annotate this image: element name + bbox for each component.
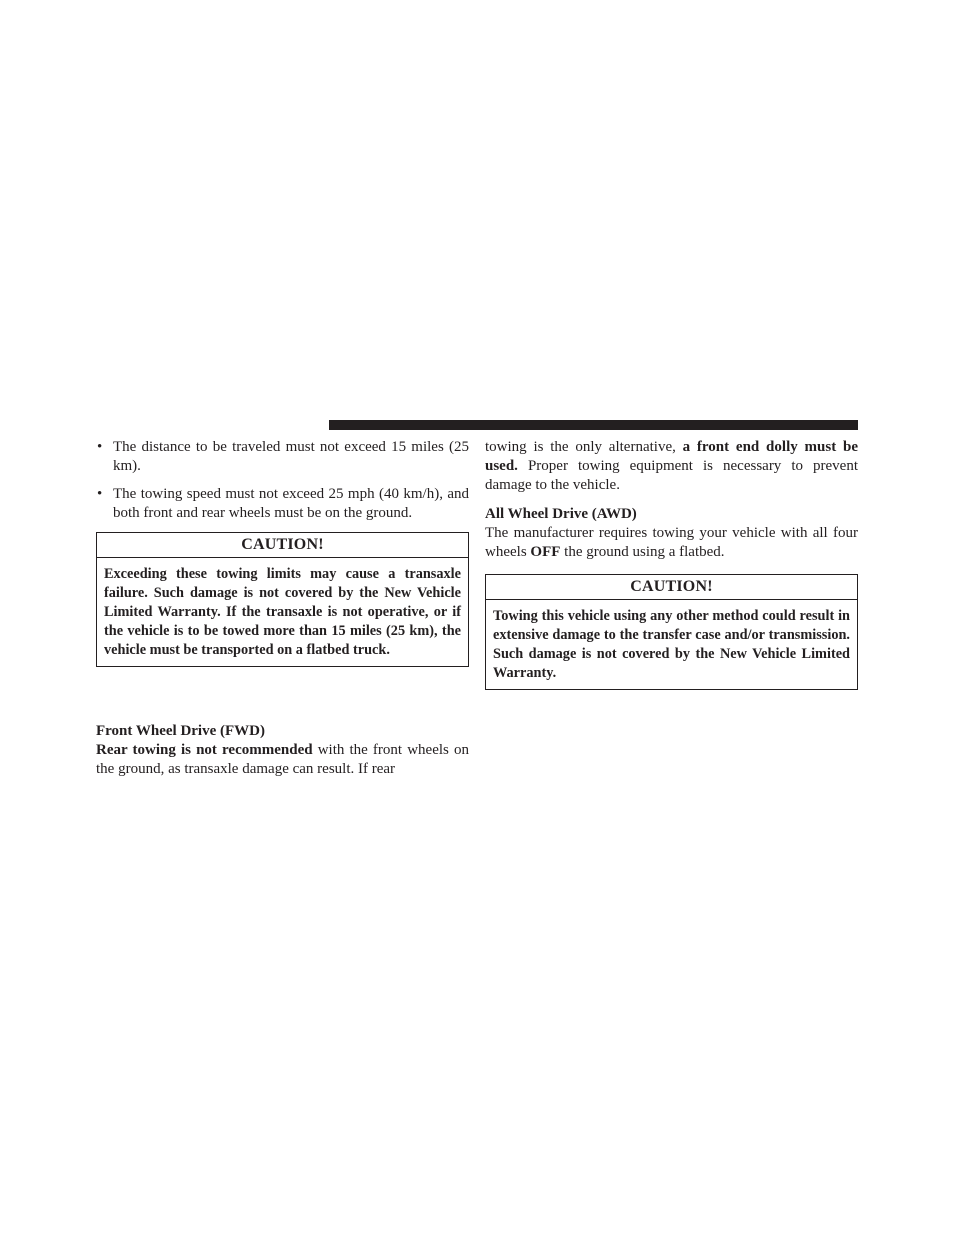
list-item — [96, 485, 469, 523]
caution-body: Exceeding these towing limits may cause a transaxle failure. Such damage is not covered by the New Vehicle Limited Warranty. If the transaxle is not operative, or if the vehicle is to be towed more than 15 miles (25 km), the vehicle must be transported on a flatbed truck. — [104, 566, 461, 658]
continued-paragraph — [485, 438, 858, 495]
continued-bold: a front end dolly must be used. — [485, 439, 858, 474]
bullet-icon: • — [97, 486, 103, 502]
bullet-text: The towing speed must not exceed 25 mph (40 km/h), and both front and rear wheels must be on the ground. — [113, 486, 469, 521]
caution-box-awd — [485, 574, 858, 690]
fwd-heading: Front Wheel Drive (FWD) — [96, 723, 265, 739]
continued-text-end: Proper towing equipment is necessary to prevent damage to the vehicle. — [485, 458, 858, 493]
caution-box-towing-limits — [96, 532, 469, 667]
fwd-text: with the front wheels on the ground, as transaxle damage can result. If rear — [96, 742, 469, 777]
towing-limits-list — [96, 438, 469, 523]
right-column — [485, 438, 858, 690]
caution-title: CAUTION! — [486, 575, 857, 600]
list-item — [96, 438, 469, 476]
awd-paragraph — [485, 524, 858, 562]
awd-bold: OFF — [530, 544, 561, 560]
fwd-bold-lead: Rear towing is not recommended — [96, 742, 313, 758]
section-header-rule — [329, 420, 858, 430]
continued-text: towing is the only alternative, — [485, 439, 683, 455]
left-column — [96, 438, 469, 779]
awd-text-end: the ground using a flatbed. — [560, 544, 725, 560]
caution-title: CAUTION! — [97, 533, 468, 558]
bullet-text: The distance to be traveled must not exceed 15 miles (25 km). — [113, 439, 469, 474]
bullet-icon: • — [97, 439, 103, 455]
caution-body: Towing this vehicle using any other method could result in extensive damage to the transfer case and/or transmission. Such damage is not covered by the New Vehicle Limited Warranty. — [493, 608, 850, 681]
fwd-paragraph — [96, 741, 469, 779]
awd-heading: All Wheel Drive (AWD) — [485, 506, 637, 522]
awd-text: The manufacturer requires towing your vehicle with all four wheels — [485, 525, 858, 560]
